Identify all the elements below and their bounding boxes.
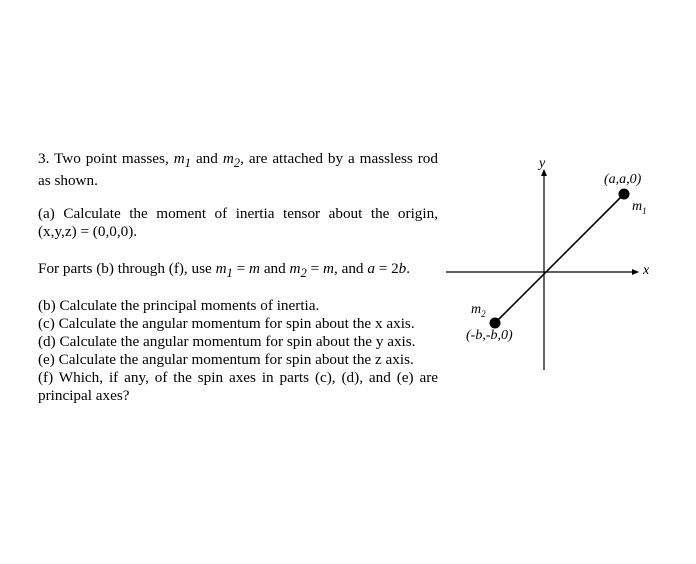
cond-val1: m — [249, 260, 261, 277]
part-a-text: (a) Calculate the moment of inertia tensor about the origin, (x,y,z) = (0,0,0). — [38, 205, 438, 240]
y-axis-label: y — [539, 156, 546, 171]
conditions-prefix: For parts (b) through (f), use — [38, 260, 216, 277]
conditions — [38, 260, 438, 282]
mass2-subscript: 2 — [233, 156, 241, 171]
cond-val2: m — [323, 260, 334, 277]
point1-mass-symbol: m — [632, 199, 643, 214]
problem-number: 3. — [38, 150, 50, 167]
cond-m1-symbol: m — [215, 260, 227, 277]
point1-coords-label: (a,a,0) — [604, 172, 642, 187]
cond-b-symbol: b — [398, 260, 407, 277]
cond-m1-subscript: 1 — [226, 266, 233, 281]
problem-intro-paragraph — [38, 150, 438, 190]
cond-eq2: = — [306, 260, 324, 277]
mass1-subscript: 1 — [184, 156, 191, 171]
cond-and2: , and — [333, 260, 368, 277]
intro-text-1: Two point masses, — [54, 150, 174, 167]
problem-intro — [38, 150, 438, 190]
mass2-point — [490, 318, 501, 329]
parts-list — [38, 297, 438, 405]
point1-mass-label — [632, 199, 647, 216]
point2-coords-label: (-b,-b,0) — [466, 328, 513, 343]
part-d-text: (d) Calculate the angular momentum for spin about the y axis. — [38, 333, 416, 350]
point2-mass-label — [471, 302, 486, 319]
mass1-symbol: m — [173, 150, 185, 167]
cond-m2-symbol: m — [289, 260, 301, 277]
part-b-text: (b) Calculate the principal moments of inertia. — [38, 297, 320, 314]
part-a — [38, 205, 438, 241]
part-e-text: (e) Calculate the angular momentum for spin about the z axis. — [38, 351, 414, 368]
cond-end: . — [406, 260, 411, 277]
cond-m2-subscript: 2 — [300, 266, 307, 281]
part-f-text: (f) Which, if any, of the spin axes in parts (c), (d), and (e) are principal axes? — [38, 369, 438, 404]
coordinate-figure — [440, 150, 670, 390]
massless-rod — [495, 194, 624, 323]
point2-mass-subscript: 2 — [481, 308, 486, 319]
cond-eq1: = — [232, 260, 250, 277]
cond-eq3: = 2 — [374, 260, 399, 277]
conditions-text — [38, 260, 438, 282]
point2-mass-symbol: m — [471, 302, 482, 317]
intro-text-3: , are attached by a massless rod as shown. — [38, 150, 438, 190]
x-axis-label: x — [643, 263, 650, 278]
cond-a-symbol: a — [367, 260, 375, 277]
part-c-text: (c) Calculate the angular momentum for spin about the x axis. — [38, 315, 415, 332]
intro-text-2: and — [191, 150, 223, 167]
point1-mass-subscript: 1 — [642, 205, 647, 216]
mass1-point — [619, 189, 630, 200]
mass2-symbol: m — [222, 150, 234, 167]
cond-and1: and — [260, 260, 290, 277]
